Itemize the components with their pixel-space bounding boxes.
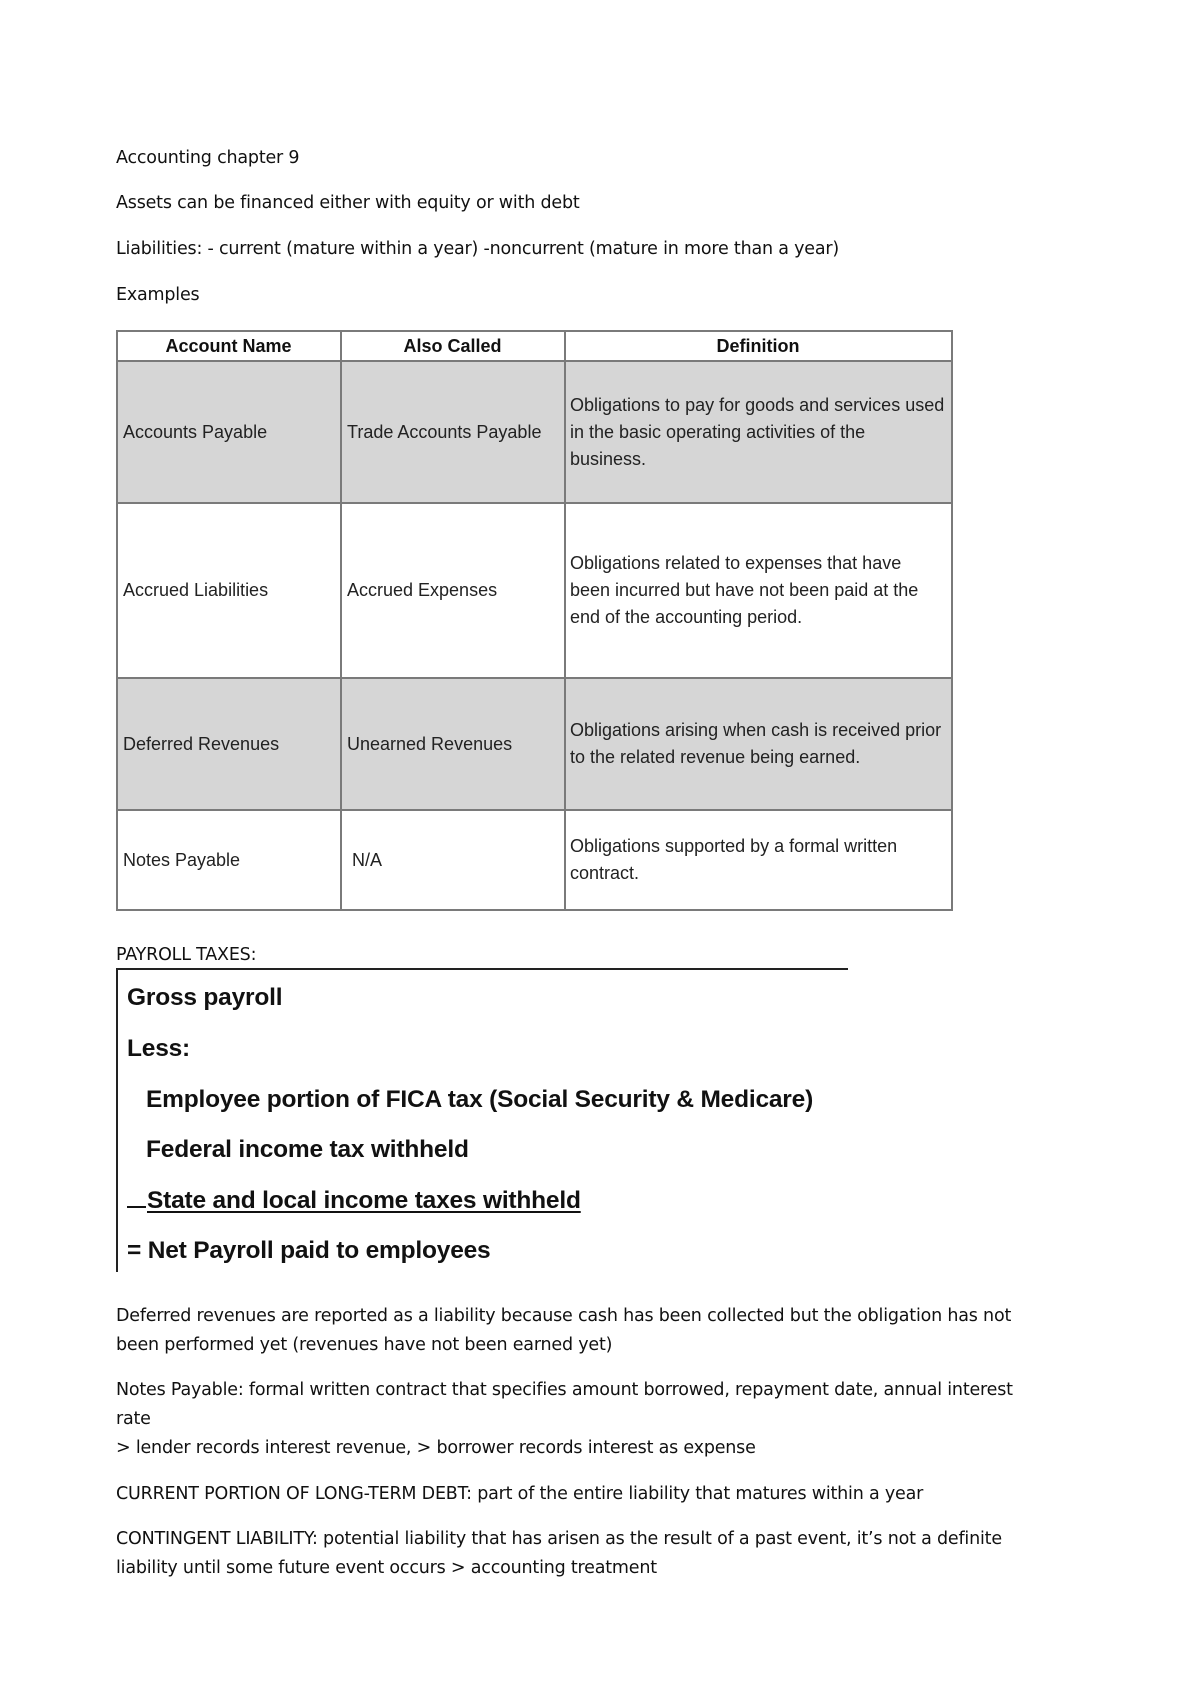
paragraph-line: Deferred revenues are reported as a liability because cash has been collected but the obligation has not	[116, 1306, 1012, 1326]
header-also-called: Also Called	[341, 331, 565, 361]
table-row	[117, 678, 952, 810]
definition-cell: Obligations arising when cash is received prior to the related revenue being earned.	[565, 678, 952, 810]
financing-line: Assets can be financed either with equity or with debt	[116, 193, 580, 213]
payroll-federal: Federal income tax withheld	[146, 1136, 469, 1163]
payroll-state-row	[127, 1187, 581, 1215]
deferred-revenues-paragraph	[116, 1302, 1076, 1360]
paragraph-line: liability until some future event occurs > accounting treatment	[116, 1558, 657, 1578]
account-name-cell: Deferred Revenues	[117, 678, 341, 810]
contingent-liability-paragraph	[116, 1525, 1076, 1583]
liabilities-line: Liabilities: - current (mature within a year) -noncurrent (mature in more than a year)	[116, 239, 840, 259]
payroll-box	[116, 968, 848, 1272]
underline-lead	[127, 1205, 146, 1208]
table-row	[117, 361, 952, 503]
payroll-gross: Gross payroll	[127, 984, 283, 1011]
also-called-cell: Trade Accounts Payable	[341, 361, 565, 503]
header-definition: Definition	[565, 331, 952, 361]
examples-label: Examples	[116, 285, 200, 305]
payroll-taxes-label: PAYROLL TAXES:	[116, 945, 257, 965]
paragraph-line: rate	[116, 1409, 151, 1429]
table-row	[117, 810, 952, 910]
paragraph-line: been performed yet (revenues have not been earned yet)	[116, 1335, 613, 1355]
liabilities-table	[116, 330, 953, 911]
notes-payable-paragraph	[116, 1376, 1076, 1463]
page-heading: Accounting chapter 9	[116, 148, 300, 168]
definition-cell: Obligations related to expenses that have been incurred but have not been paid at the end of the accounting period.	[565, 503, 952, 678]
paragraph-line: Notes Payable: formal written contract that specifies amount borrowed, repayment date, annual interest	[116, 1380, 1013, 1400]
also-called-cell: N/A	[341, 810, 565, 910]
account-name-cell: Accrued Liabilities	[117, 503, 341, 678]
also-called-cell: Unearned Revenues	[341, 678, 565, 810]
payroll-net: = Net Payroll paid to employees	[127, 1237, 491, 1264]
payroll-fica: Employee portion of FICA tax (Social Security & Medicare)	[146, 1086, 814, 1113]
paragraph-line: CONTINGENT LIABILITY: potential liability that has arisen as the result of a past event, it’s not a definite	[116, 1529, 1002, 1549]
table-row	[117, 503, 952, 678]
account-name-cell: Accounts Payable	[117, 361, 341, 503]
payroll-less: Less:	[127, 1035, 191, 1062]
header-account-name: Account Name	[117, 331, 341, 361]
payroll-state: State and local income taxes withheld	[147, 1187, 581, 1214]
definition-cell: Obligations supported by a formal written contract.	[565, 810, 952, 910]
paragraph-line: > lender records interest revenue, > borrower records interest as expense	[116, 1438, 756, 1458]
table-header-row	[117, 331, 952, 361]
also-called-cell: Accrued Expenses	[341, 503, 565, 678]
definition-cell: Obligations to pay for goods and services used in the basic operating activities of the business.	[565, 361, 952, 503]
current-portion-paragraph: CURRENT PORTION OF LONG-TERM DEBT: part of the entire liability that matures within a year	[116, 1484, 924, 1504]
account-name-cell: Notes Payable	[117, 810, 341, 910]
